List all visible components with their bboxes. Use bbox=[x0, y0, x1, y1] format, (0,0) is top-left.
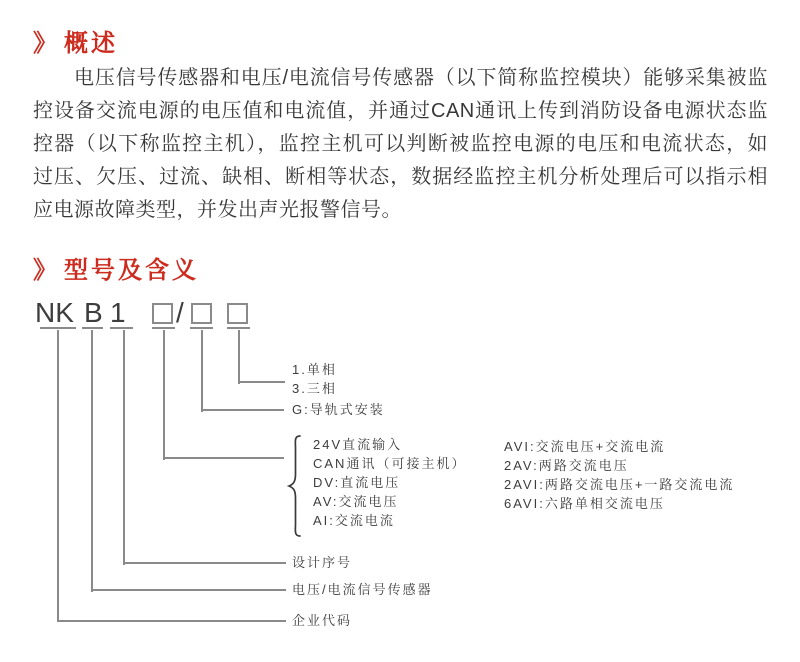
label-company-code: 企业代码 bbox=[292, 613, 353, 628]
connector-line-group-h bbox=[163, 457, 284, 459]
section-heading-model bbox=[33, 256, 199, 286]
model-code-slash: / bbox=[176, 297, 184, 328]
model-code-b: B bbox=[84, 297, 103, 328]
option-item: 2AV:两路交流电压 bbox=[504, 458, 629, 473]
label-phase-single: 1.单相 bbox=[292, 362, 337, 377]
option-item: AV:交流电压 bbox=[313, 494, 399, 509]
option-group-right bbox=[504, 437, 734, 513]
paragraph-line: 电压信号传感器和电压/电流信号传感器（以下简称监控模块）能够采集被监 bbox=[74, 67, 768, 89]
underline-segment bbox=[227, 327, 250, 329]
connector-line-group bbox=[163, 330, 165, 460]
option-item: 6AVI:六路单相交流电压 bbox=[504, 496, 665, 511]
label-rail-mount: G:导轨式安装 bbox=[292, 402, 385, 417]
underline-segment bbox=[190, 327, 213, 329]
double-angle-marker-icon: 》 bbox=[33, 30, 57, 57]
model-placeholder-box-1 bbox=[152, 303, 173, 324]
connector-line-rail-h bbox=[201, 409, 284, 411]
double-angle-marker-icon: 》 bbox=[33, 257, 57, 284]
connector-line-design-h bbox=[123, 562, 286, 564]
option-item: 2AVI:两路交流电压+一路交流电流 bbox=[504, 477, 735, 492]
option-item: 24V直流输入 bbox=[313, 437, 403, 452]
model-code-nk: NK bbox=[35, 297, 74, 328]
connector-line-company-h bbox=[57, 620, 286, 622]
overview-title: 概述 bbox=[64, 30, 118, 57]
model-placeholder-box-2 bbox=[191, 303, 212, 324]
label-design-serial: 设计序号 bbox=[292, 555, 353, 570]
label-phase-three: 3.三相 bbox=[292, 381, 337, 396]
connector-line-sensor bbox=[91, 330, 93, 592]
connector-line-phase-h bbox=[238, 381, 285, 383]
option-item: AI:交流电流 bbox=[313, 513, 395, 528]
paragraph-line: 控器（以下称监控主机），监控主机可以判断被监控电源的电压和电流状态，如 bbox=[33, 133, 768, 155]
option-group-left bbox=[313, 435, 466, 530]
underline-segment bbox=[82, 327, 103, 329]
underline-segment bbox=[152, 327, 175, 329]
option-item: CAN通讯（可接主机） bbox=[313, 456, 467, 471]
curly-brace-icon bbox=[286, 434, 302, 543]
overview-paragraph bbox=[33, 62, 768, 227]
paragraph-line: 控设备交流电源的电压值和电流值，并通过CAN通讯上传到消防设备电源状态监 bbox=[33, 100, 768, 122]
connector-line-rail bbox=[201, 330, 203, 412]
underline-segment bbox=[110, 327, 133, 329]
paragraph-line: 过压、欠压、过流、缺相、断相等状态，数据经监控主机分析处理后可以指示相 bbox=[33, 166, 768, 188]
option-item: DV:直流电压 bbox=[313, 475, 401, 490]
connector-line-company bbox=[57, 330, 59, 622]
model-code-1: 1 bbox=[110, 297, 126, 328]
model-placeholder-box-3 bbox=[227, 303, 248, 324]
label-sensor-type: 电压/电流信号传感器 bbox=[292, 582, 433, 597]
model-title: 型号及含义 bbox=[64, 257, 199, 284]
underline-segment bbox=[40, 327, 76, 329]
option-item: AVI:交流电压+交流电流 bbox=[504, 439, 666, 454]
paragraph-line: 应电源故障类型，并发出声光报警信号。 bbox=[33, 199, 402, 221]
connector-line-design bbox=[123, 330, 125, 565]
section-heading-overview bbox=[33, 29, 118, 59]
connector-line-sensor-h bbox=[91, 589, 286, 591]
connector-line-phase bbox=[238, 330, 240, 384]
